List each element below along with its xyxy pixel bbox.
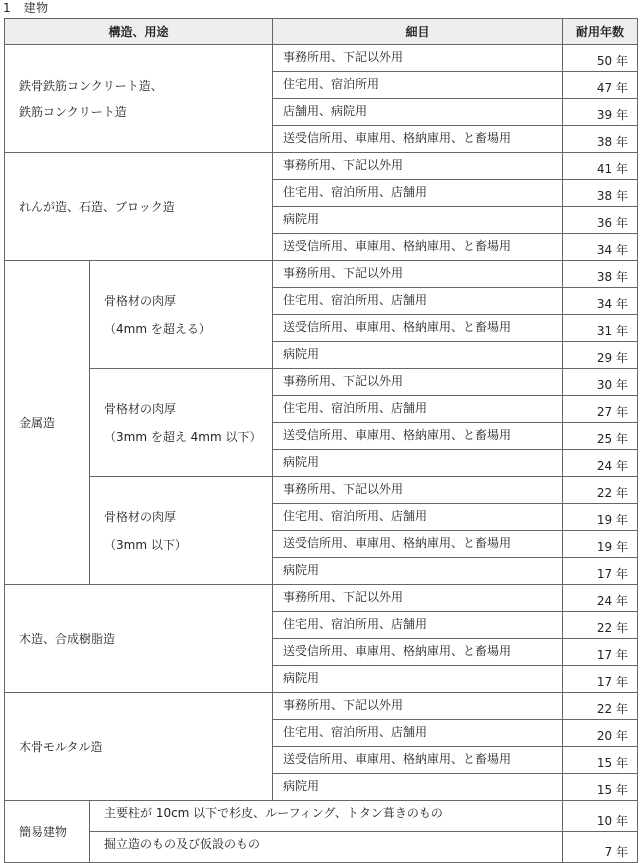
header-detail: 細目 [273,19,563,45]
useful-life-cell: 20 年 [563,720,638,747]
useful-life-cell: 24 年 [563,450,638,477]
useful-life-cell: 10 年 [563,801,638,832]
table-row [5,261,638,288]
useful-life-cell: 29 年 [563,342,638,369]
substructure-cell-line: 骨格材の肉厚 [104,509,177,524]
structure-cell-line: 鉄筋コンクリート造 [19,104,127,119]
useful-life-cell: 17 年 [563,558,638,585]
detail-cell: 事務所用、下記以外用 [273,477,563,504]
detail-cell: 主要柱が 10cm 以下で杉皮、ルーフィング、トタン葺きのもの [90,801,563,832]
substructure-cell-line: （3mm を超え 4mm 以下） [104,429,262,444]
header-structure: 構造、用途 [5,19,273,45]
table-row [5,801,638,832]
structure-cell [5,585,273,693]
useful-life-cell: 7 年 [563,832,638,863]
useful-life-cell: 25 年 [563,423,638,450]
useful-life-cell: 17 年 [563,666,638,693]
structure-cell-line: 木骨モルタル造 [19,739,103,754]
useful-life-cell: 15 年 [563,774,638,801]
substructure-cell-line: （3mm 以下） [104,537,187,552]
useful-life-cell: 27 年 [563,396,638,423]
useful-life-cell: 38 年 [563,180,638,207]
detail-cell: 病院用 [273,666,563,693]
detail-cell: 病院用 [273,774,563,801]
structure-cell-line: 金属造 [19,415,56,430]
structure-cell-line: れんが造、石造、ブロック造 [19,199,175,214]
useful-life-cell: 24 年 [563,585,638,612]
detail-cell: 住宅用、宿泊所用 [273,72,563,99]
detail-cell: 送受信所用、車庫用、格納庫用、と畜場用 [273,639,563,666]
useful-life-cell: 30 年 [563,369,638,396]
table-row [5,153,638,180]
detail-cell: 送受信所用、車庫用、格納庫用、と畜場用 [273,234,563,261]
table-row [5,477,638,504]
substructure-cell-line: 骨格材の肉厚 [104,401,177,416]
structure-cell-line: 木造、合成樹脂造 [19,631,116,646]
detail-cell: 住宅用、宿泊所用、店舗用 [273,720,563,747]
useful-life-cell: 22 年 [563,612,638,639]
section-title: 1 建物 [3,1,49,15]
detail-cell: 店舗用、病院用 [273,99,563,126]
detail-cell: 事務所用、下記以外用 [273,261,563,288]
table-row [5,832,638,863]
detail-cell: 送受信所用、車庫用、格納庫用、と畜場用 [273,747,563,774]
useful-life-cell: 38 年 [563,126,638,153]
useful-life-cell: 36 年 [563,207,638,234]
table-row [5,45,638,72]
detail-cell: 事務所用、下記以外用 [273,693,563,720]
substructure-cell-line: （4mm を超える） [104,321,211,336]
structure-cell-line: 鉄骨鉄筋コンクリート造、 [19,78,163,93]
useful-life-cell: 15 年 [563,747,638,774]
substructure-cell-line: 骨格材の肉厚 [104,293,177,308]
detail-cell: 送受信所用、車庫用、格納庫用、と畜場用 [273,423,563,450]
structure-cell: 簡易建物 [5,801,90,863]
substructure-cell [90,369,273,477]
detail-cell: 住宅用、宿泊所用、店舗用 [273,288,563,315]
detail-cell: 送受信所用、車庫用、格納庫用、と畜場用 [273,531,563,558]
useful-life-table [4,18,638,863]
structure-cell [5,153,273,261]
detail-cell: 病院用 [273,207,563,234]
useful-life-cell: 17 年 [563,639,638,666]
useful-life-cell: 34 年 [563,234,638,261]
structure-cell [5,693,273,801]
useful-life-cell: 31 年 [563,315,638,342]
detail-cell: 住宅用、宿泊所用、店舗用 [273,504,563,531]
structure-cell [5,45,273,153]
useful-life-cell: 47 年 [563,72,638,99]
detail-cell: 住宅用、宿泊所用、店舗用 [273,180,563,207]
table-row [5,693,638,720]
table-row [5,369,638,396]
useful-life-cell: 22 年 [563,693,638,720]
table-row [5,585,638,612]
detail-cell: 事務所用、下記以外用 [273,369,563,396]
detail-cell: 病院用 [273,450,563,477]
structure-cell [5,261,90,585]
detail-cell: 送受信所用、車庫用、格納庫用、と畜場用 [273,126,563,153]
useful-life-cell: 34 年 [563,288,638,315]
detail-cell: 事務所用、下記以外用 [273,585,563,612]
detail-cell: 住宅用、宿泊所用、店舗用 [273,612,563,639]
detail-cell: 事務所用、下記以外用 [273,153,563,180]
detail-cell: 病院用 [273,558,563,585]
detail-cell: 住宅用、宿泊所用、店舗用 [273,396,563,423]
detail-cell: 病院用 [273,342,563,369]
useful-life-cell: 39 年 [563,99,638,126]
table-header-row [5,19,638,45]
useful-life-cell: 19 年 [563,504,638,531]
useful-life-cell: 41 年 [563,153,638,180]
useful-life-cell: 22 年 [563,477,638,504]
useful-life-cell: 19 年 [563,531,638,558]
detail-cell: 掘立造のもの及び仮設のもの [90,832,563,863]
table-body [5,45,638,863]
detail-cell: 事務所用、下記以外用 [273,45,563,72]
substructure-cell [90,477,273,585]
detail-cell: 送受信所用、車庫用、格納庫用、と畜場用 [273,315,563,342]
substructure-cell [90,261,273,369]
useful-life-cell: 38 年 [563,261,638,288]
header-life: 耐用年数 [563,19,638,45]
useful-life-cell: 50 年 [563,45,638,72]
